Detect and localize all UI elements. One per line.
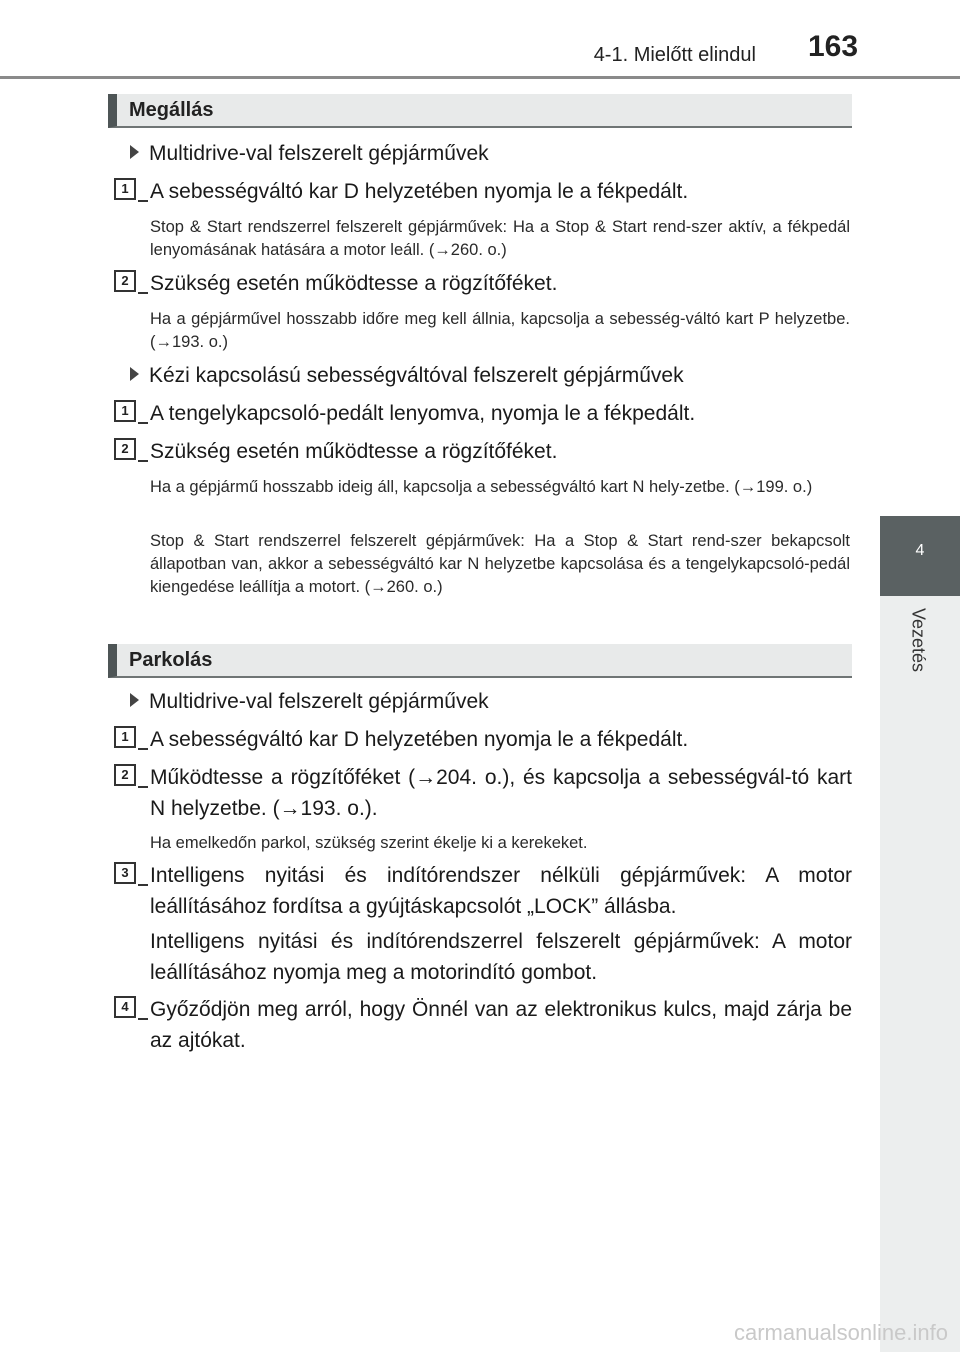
bullet-multidrive: Multidrive-val felszerelt gépjárművek (130, 690, 489, 714)
chapter-label (898, 600, 938, 690)
section-heading-text: Megállás (129, 99, 214, 121)
step-text: Működtesse a rögzítőféket (→204. o.), és kapcsolja a sebességvál-tó kart N helyzetbe. (→193. o.). (150, 766, 852, 820)
note-text: Ha a gépjármű hosszabb ideig áll, kapcsolja a sebességváltó kart N hely-zetbe. (→199. o.) (150, 478, 813, 496)
step-number: 1 (114, 726, 136, 748)
step-number: 2 (114, 764, 136, 786)
step-text: A sebességváltó kar D helyzetében nyomja le a fékpedált. (150, 728, 689, 751)
page-header (0, 0, 960, 80)
step-text: Intelligens nyitási és indítórendszer nélküli gépjárművek: A motor leállításához fordítsa a gyújtáskapcsolót „LOCK” állásba. (150, 864, 852, 918)
header-rule (0, 76, 960, 79)
step-text: Szükség esetén működtesse a rögzítőféket. (150, 272, 558, 295)
triangle-right-icon (130, 367, 139, 381)
section-heading-text: Parkolás (129, 649, 213, 671)
step-text: A sebességváltó kar D helyzetében nyomja le a fékpedált. (150, 180, 689, 203)
step-number: 2 (114, 438, 136, 460)
triangle-right-icon (130, 145, 139, 159)
note-text: Stop & Start rendszerrel felszerelt gépjárművek: Ha a Stop & Start rend-szer bekapcsolt állapotban van, akkor a sebességváltó kar N helyzetbe kapcsolása és a tengelykapcsoló-pedál kiengedése leállítja a motort. (→260. o.) (150, 532, 850, 596)
step-number: 1 (114, 400, 136, 422)
step-text: Szükség esetén működtesse a rögzítőféket. (150, 440, 558, 463)
note-text: Stop & Start rendszerrel felszerelt gépjárművek: Ha a Stop & Start rend-szer aktív, a fékpedál lenyomásának hatására a motor leáll. (→260. o.) (150, 218, 850, 259)
note-text: Ha a gépjárművel hosszabb időre meg kell állnia, kapcsolja a sebesség-váltó kart P helyzetbe. (→193. o.) (150, 310, 850, 351)
bullet-multidrive: Multidrive-val felszerelt gépjárművek (130, 142, 489, 166)
step-text: A tengelykapcsoló-pedált lenyomva, nyomja le a fékpedált. (150, 402, 696, 425)
bullet-manual: Kézi kapcsolású sebességváltóval felszerelt gépjárművek (130, 364, 684, 388)
step-number: 4 (114, 996, 136, 1018)
chapter-tab (880, 516, 960, 596)
step-number: 2 (114, 270, 136, 292)
step-text: Intelligens nyitási és indítórendszerrel felszerelt gépjárművek: A motor leállításához nyomja meg a motorindító gombot. (150, 930, 852, 984)
section-heading-park (108, 644, 852, 678)
page-number: 163 (808, 30, 859, 63)
triangle-right-icon (130, 693, 139, 707)
section-title: 4-1. Mielőtt elindul (593, 44, 756, 66)
note-text: Ha emelkedőn parkol, szükség szerint ékelje ki a kerekeket. (150, 834, 588, 852)
step-number: 3 (114, 862, 136, 884)
chapter-number: 4 (915, 542, 925, 559)
step-number: 1 (114, 178, 136, 200)
section-heading-stop (108, 94, 852, 128)
side-strip (880, 596, 960, 1352)
chapter-label-text: Vezetés (908, 607, 929, 673)
step-text: Győződjön meg arról, hogy Önnél van az elektronikus kulcs, majd zárja be az ajtókat. (150, 998, 852, 1052)
watermark: carmanualsonline.info (733, 1320, 948, 1345)
